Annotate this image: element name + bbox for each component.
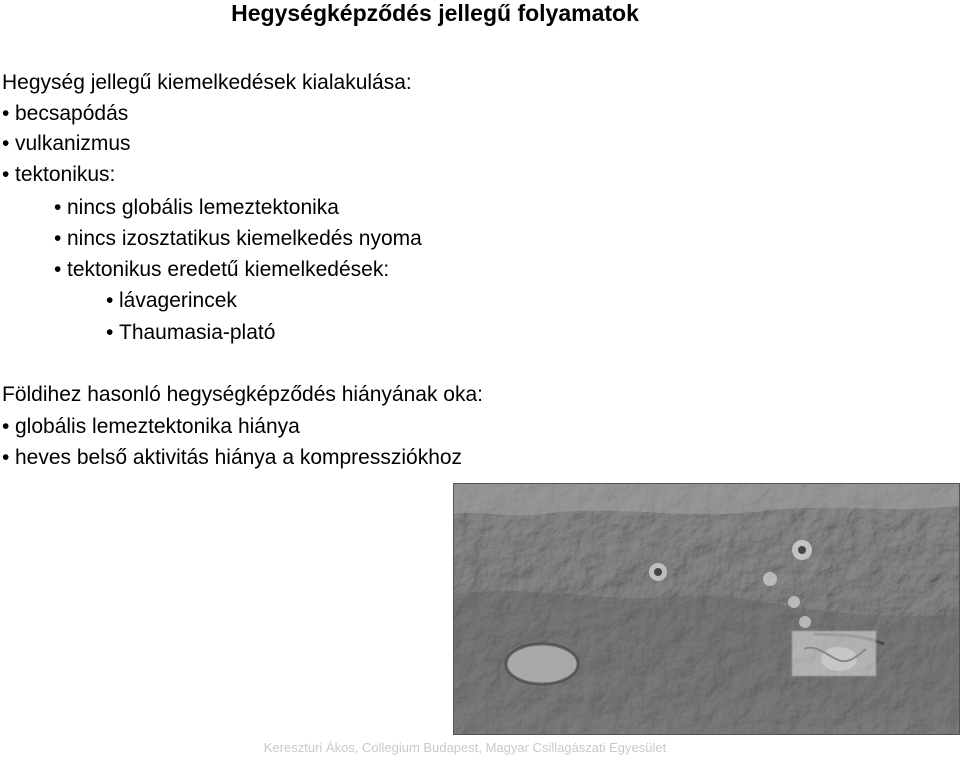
list-item-text: becsapódás [15, 102, 129, 125]
list-item-text: tektonikus: [15, 163, 116, 186]
list-item [2, 414, 300, 440]
list-item-text: Thaumasia-plató [119, 321, 276, 344]
list-item [54, 226, 422, 252]
list-item-text: nincs globális lemeztektonika [67, 196, 339, 219]
list-item-text: heves belső aktivitás hiánya a kompressziókhoz [15, 446, 463, 469]
list-item-text: globális lemeztektonika hiánya [15, 415, 300, 438]
list-item [2, 445, 462, 471]
section1-heading: Hegység jellegű kiemelkedések kialakulása: [2, 71, 412, 94]
list-item [54, 257, 389, 283]
list-item [2, 131, 131, 157]
list-item [54, 195, 339, 221]
bullet: • [106, 321, 114, 344]
section2-heading: Földihez hasonló hegységképződés hiányának oka: [2, 383, 484, 406]
bullet: • [2, 132, 10, 155]
list-item-text: lávagerincek [119, 289, 237, 312]
list-item-text: vulkanizmus [15, 132, 131, 155]
bullet: • [106, 289, 114, 312]
list-item [106, 320, 275, 346]
bullet: • [54, 258, 62, 281]
list-item-text: tektonikus eredetű kiemelkedések: [67, 258, 390, 281]
page-title: Hegységképződés jellegű folyamatok [231, 0, 639, 26]
footer-credit: Kereszturi Ákos, Collegium Budapest, Magyar Csillagászati Egyesület [263, 740, 667, 755]
mars-relief-map [453, 483, 960, 735]
list-item [106, 288, 237, 314]
bullet: • [2, 446, 10, 469]
bullet: • [2, 415, 10, 438]
bullet: • [54, 227, 62, 250]
bullet: • [2, 163, 10, 186]
bullet: • [54, 196, 62, 219]
list-item [2, 162, 115, 188]
list-item [2, 101, 128, 127]
list-item-text: nincs izosztatikus kiemelkedés nyoma [67, 227, 422, 250]
bullet: • [2, 102, 10, 125]
